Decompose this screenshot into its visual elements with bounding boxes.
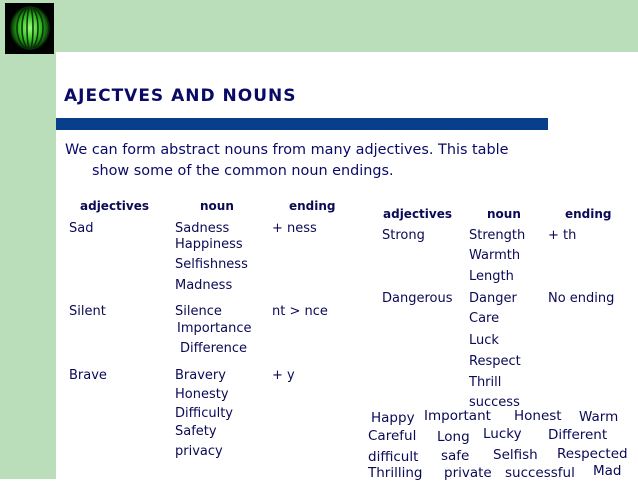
right-ending: No ending — [548, 291, 615, 306]
right-noun: Thrill — [469, 375, 502, 390]
left-noun: Silence — [175, 304, 222, 319]
word-bank-item: Important — [424, 408, 491, 424]
right-header-noun: noun — [487, 207, 521, 221]
left-header-ending: ending — [289, 199, 336, 213]
right-noun: Luck — [469, 333, 499, 348]
right-noun: Care — [469, 311, 500, 326]
word-bank-item: successful — [505, 465, 575, 481]
right-noun: Warmth — [469, 248, 521, 263]
left-noun: Selfishness — [175, 257, 248, 272]
left-ending: nt > nce — [272, 304, 328, 319]
word-bank-item: Warm — [579, 409, 619, 425]
word-bank-item: Lucky — [483, 426, 522, 442]
word-bank-item: Honest — [514, 408, 562, 424]
sidebar-band — [0, 0, 56, 479]
right-noun: Length — [469, 269, 514, 284]
left-noun: Difficulty — [175, 406, 233, 421]
word-bank-item: difficult — [368, 449, 419, 465]
left-header-adjectives: adjectives — [80, 199, 150, 213]
left-adjective: Silent — [69, 304, 106, 319]
right-adjective: Dangerous — [382, 291, 453, 306]
word-bank-item: Long — [437, 429, 470, 445]
left-noun: Madness — [175, 278, 233, 293]
intro-line-1: We can form abstract nouns from many adjectives. This table — [65, 142, 509, 158]
left-noun: Sadness — [175, 221, 230, 236]
word-bank-item: Different — [548, 427, 608, 443]
logo — [5, 3, 54, 54]
left-adjective: Brave — [69, 368, 107, 383]
word-bank-item: Selfish — [493, 447, 538, 463]
intro-paragraph — [65, 140, 605, 182]
page-title: AJECTVES AND NOUNS — [64, 86, 297, 106]
left-noun: privacy — [175, 444, 223, 459]
word-bank-item: private — [444, 465, 492, 481]
right-noun: Danger — [469, 291, 517, 306]
left-adjective: Sad — [69, 221, 94, 236]
word-bank-item: Thrilling — [368, 465, 423, 481]
word-bank-item: Respected — [557, 446, 628, 462]
word-bank-item: Happy — [371, 410, 415, 426]
word-bank-item: safe — [441, 448, 470, 464]
left-noun: Safety — [175, 424, 217, 439]
left-noun: Honesty — [175, 387, 229, 402]
title-underline-bar — [56, 118, 548, 130]
right-noun: success — [469, 395, 520, 410]
left-ending: + y — [272, 368, 295, 383]
right-ending: + th — [548, 228, 577, 243]
intro-line-2: show some of the common noun endings. — [92, 163, 394, 179]
right-noun: Respect — [469, 354, 521, 369]
left-noun: Difference — [180, 341, 248, 356]
left-noun: Happiness — [175, 237, 243, 252]
left-noun: Importance — [177, 321, 252, 336]
left-ending: + ness — [272, 221, 317, 236]
word-bank-item: Careful — [368, 428, 417, 444]
right-header-ending: ending — [565, 207, 612, 221]
right-adjective: Strong — [382, 228, 425, 243]
right-header-adjectives: adjectives — [383, 207, 453, 221]
left-header-noun: noun — [200, 199, 234, 213]
left-noun: Bravery — [175, 368, 226, 383]
green-sphere-logo-icon — [5, 3, 54, 54]
header-band — [56, 0, 638, 52]
right-noun: Strength — [469, 228, 526, 243]
word-bank-item: Mad — [593, 463, 622, 479]
